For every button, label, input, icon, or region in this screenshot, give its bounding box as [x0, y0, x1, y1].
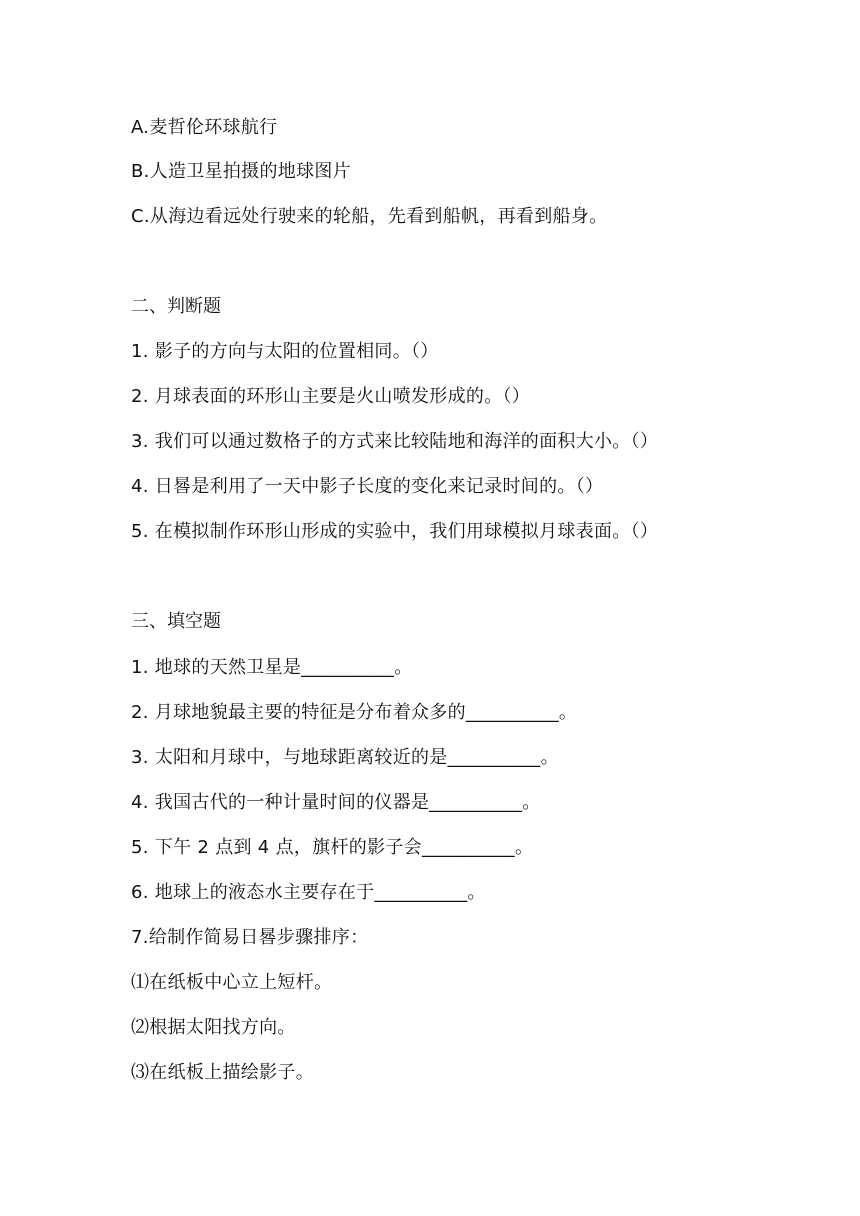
- fill-blank-item: 1. 地球的天然卫星是__________。: [131, 657, 413, 678]
- sundial-step: ⑵根据太阳找方向。: [131, 1017, 296, 1038]
- fill-blank-item: 5. 下午 2 点到 4 点，旗杆的影子会__________。: [131, 837, 534, 858]
- sundial-step: ⑴在纸板中心立上短杆。: [131, 972, 333, 993]
- fill-blank-item: 6. 地球上的液态水主要存在于__________。: [131, 882, 486, 903]
- judgement-item: 5. 在模拟制作环形山形成的实验中，我们用球模拟月球表面。（）: [131, 521, 659, 542]
- fill-blank-item: 7.给制作简易日晷步骤排序：: [131, 927, 369, 948]
- judgement-item: 3. 我们可以通过数格子的方式来比较陆地和海洋的面积大小。（）: [131, 431, 659, 452]
- fill-blank-item: 2. 月球地貌最主要的特征是分布着众多的__________。: [131, 702, 578, 723]
- judgement-item: 4. 日晷是利用了一天中影子长度的变化来记录时间的。（）: [131, 476, 604, 497]
- judgement-heading: 二、判断题: [131, 296, 221, 317]
- option-b: B.人造卫星拍摄的地球图片: [131, 161, 351, 182]
- option-a: A.麦哲伦环球航行: [131, 117, 278, 138]
- fill-blank-heading: 三、填空题: [131, 611, 221, 632]
- sundial-step: ⑶在纸板上描绘影子。: [131, 1062, 314, 1083]
- option-c: C.从海边看远处行驶来的轮船，先看到船帆，再看到船身。: [131, 206, 608, 227]
- judgement-item: 1. 影子的方向与太阳的位置相同。（）: [131, 341, 439, 362]
- judgement-item: 2. 月球表面的环形山主要是火山喷发形成的。（）: [131, 386, 531, 407]
- fill-blank-item: 4. 我国古代的一种计量时间的仪器是__________。: [131, 792, 541, 813]
- fill-blank-item: 3. 太阳和月球中，与地球距离较近的是__________。: [131, 747, 559, 768]
